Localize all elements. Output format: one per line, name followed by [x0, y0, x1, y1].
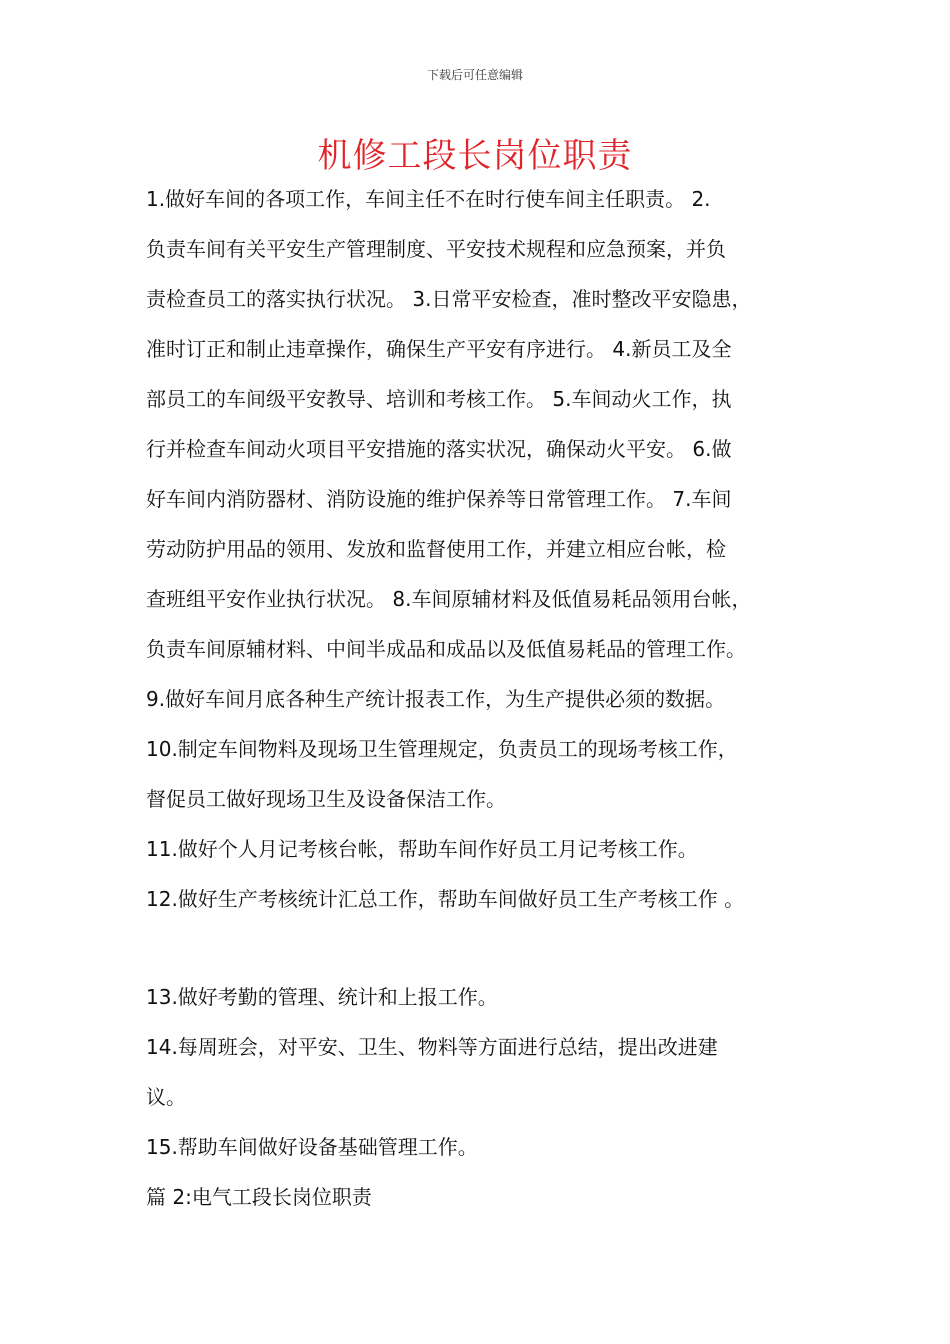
section-heading: 篇 2:电气工段长岗位职责 — [146, 1185, 372, 1209]
body-line: 9.做好车间月底各种生产统计报表工作，为生产提供必须的数据。 — [146, 687, 726, 711]
body-line: 好车间内消防器材、消防设施的维护保养等日常管理工作。 7.车间 — [146, 487, 732, 511]
body-line: 准时订正和制止违章操作，确保生产平安有序进行。 4.新员工及全 — [146, 337, 732, 361]
document-title: 机修工段长岗位职责 — [317, 136, 633, 176]
body-line: 督促员工做好现场卫生及设备保洁工作。 — [146, 787, 506, 811]
body-line: 10.制定车间物料及现场卫生管理规定，负责员工的现场考核工作， — [146, 737, 738, 761]
body-line: 行并检查车间动火项目平安措施的落实状况，确保动火平安。 6.做 — [146, 437, 732, 461]
body-line: 负责车间原辅材料、中间半成品和成品以及低值易耗品的管理工作。 — [146, 637, 746, 661]
body-line: 15.帮助车间做好设备基础管理工作。 — [146, 1135, 478, 1159]
body-line: 负责车间有关平安生产管理制度、平安技术规程和应急预案，并负 — [146, 237, 726, 261]
body-line: 1.做好车间的各项工作，车间主任不在时行使车间主任职责。 2. — [146, 187, 711, 211]
body-line: 部员工的车间级平安教导、培训和考核工作。 5.车间动火工作，执 — [146, 387, 732, 411]
body-line: 劳动防护用品的领用、发放和监督使用工作，并建立相应台帐，检 — [146, 537, 726, 561]
body-line: 13.做好考勤的管理、统计和上报工作。 — [146, 985, 498, 1009]
body-line: 12.做好生产考核统计汇总工作，帮助车间做好员工生产考核工作 。 — [146, 887, 745, 911]
body-line: 责检查员工的落实执行状况。 3.日常平安检查，准时整改平安隐患， — [146, 287, 752, 311]
body-line: 查班组平安作业执行状况。 8.车间原辅材料及低值易耗品领用台帐， — [146, 587, 752, 611]
body-line: 议。 — [146, 1085, 186, 1109]
body-line: 11.做好个人月记考核台帐，帮助车间作好员工月记考核工作。 — [146, 837, 698, 861]
body-line: 14.每周班会，对平安、卫生、物料等方面进行总结，提出改进建 — [146, 1035, 718, 1059]
header-note: 下载后可任意编辑 — [426, 68, 523, 82]
